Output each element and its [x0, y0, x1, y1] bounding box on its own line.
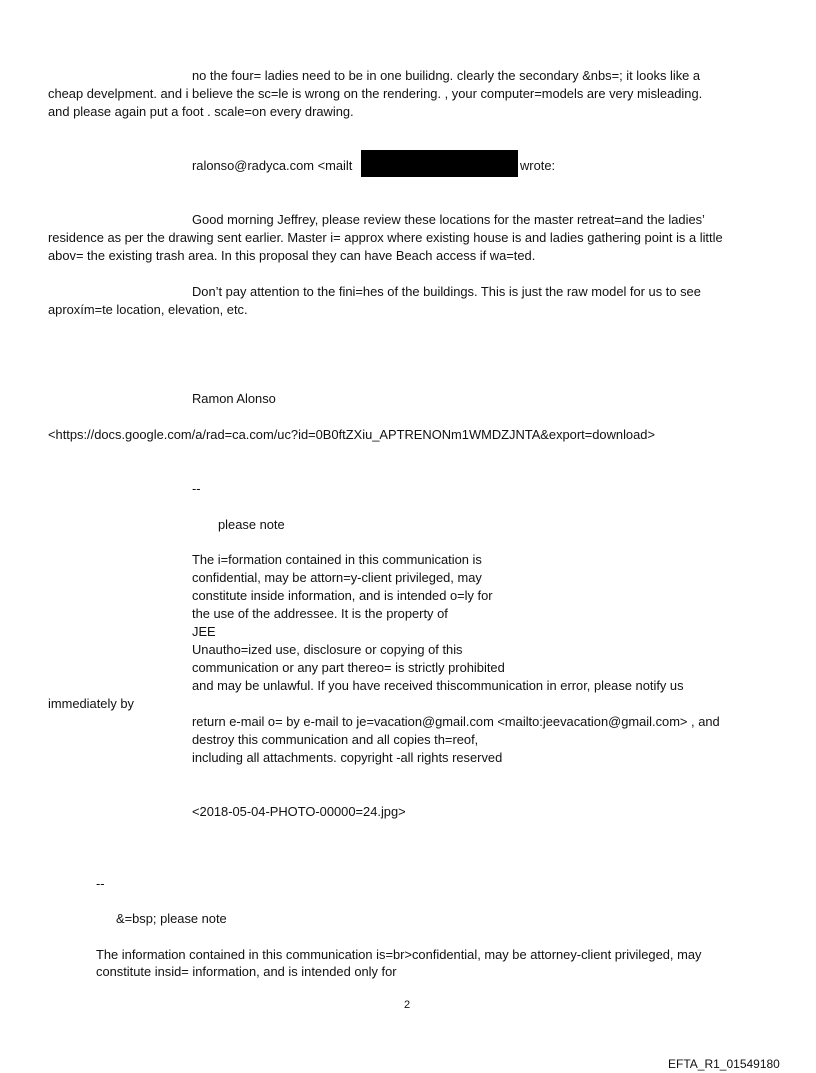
disclaimer-1-line: The i=formation contained in this communication is — [192, 552, 482, 567]
disclaimer-1-heading: please note — [218, 517, 285, 532]
message-p1-line-1: Good morning Jeffrey, please review these locations for the master retreat=and the ladies’ — [192, 212, 705, 227]
redaction-block — [361, 150, 518, 177]
page-number: 2 — [404, 999, 411, 1011]
disclaimer-1-line: destroy this communication and all copies th=reof, — [192, 732, 479, 747]
reply-line-3: and please again put a foot . scale=on every drawing. — [48, 104, 354, 119]
disclaimer-1-line: including all attachments. copyright -all rights reserved — [192, 750, 503, 765]
disclaimer-1-line: communication or any part thereo= is strictly prohibited — [192, 660, 505, 675]
disclaimer-1-line: and may be unlawful. If you have received thiscommunication in error, please notify us — [192, 678, 684, 693]
disclaimer-1-line: JEE — [192, 624, 216, 639]
disclaimer-2-line-1: The information contained in this communication is=br>confidential, may be attorney-client privileged, may — [96, 947, 702, 962]
disclaimer-1-wrap: immediately by — [48, 696, 134, 711]
quoted-sender: ralonso@radyca.com <mailt — [192, 158, 353, 173]
disclaimer-1-line: return e-mail o= by e-mail to je=vacation@gmail.com <mailto:jeevacation@gmail.com> , and — [192, 714, 720, 729]
disclaimer-2-heading: &=bsp; please note — [116, 911, 227, 926]
disclaimer-2-line-2: constitute insid= information, and is intended only for — [96, 964, 397, 979]
disclaimer-1-line: confidential, may be attorn=y-client privileged, may — [192, 570, 482, 585]
reply-line-1: no the four= ladies need to be in one builidng. clearly the secondary &nbs=; it looks like a — [192, 68, 701, 83]
download-link[interactable]: <https://docs.google.com/a/rad=ca.com/uc?id=0B0ftZXiu_APTRENONm1WMDZJNTA&export=download> — [48, 427, 655, 442]
disclaimer-1-line: Unautho=ized use, disclosure or copying of this — [192, 642, 463, 657]
message-p2-line-2: aproxím=te location, elevation, etc. — [48, 302, 248, 317]
reply-line-2: cheap develpment. and i believe the sc=le is wrong on the rendering. , your computer=models are very misleading. — [48, 86, 703, 101]
quoted-wrote: wrote: — [520, 158, 556, 173]
disclaimer-1-line: constitute inside information, and is intended o=ly for — [192, 588, 493, 603]
attachment-filename: <2018-05-04-PHOTO-00000=24.jpg> — [192, 804, 406, 819]
disclaimer-1-line: the use of the addressee. It is the property of — [192, 606, 448, 621]
signature-name: Ramon Alonso — [192, 391, 276, 406]
bates-id: EFTA_R1_01549180 — [668, 1057, 780, 1071]
separator-1: -- — [192, 481, 201, 496]
message-p2-line-1: Don’t pay attention to the fini=hes of the buildings. This is just the raw model for us to see — [192, 284, 701, 299]
separator-2: -- — [96, 876, 105, 891]
message-p1-line-2: residence as per the drawing sent earlier. Master i= approx where existing house is and ladies gathering point is a little — [48, 230, 723, 245]
message-p1-line-3: abov= the existing trash area. In this proposal they can have Beach access if wa=ted. — [48, 248, 536, 263]
